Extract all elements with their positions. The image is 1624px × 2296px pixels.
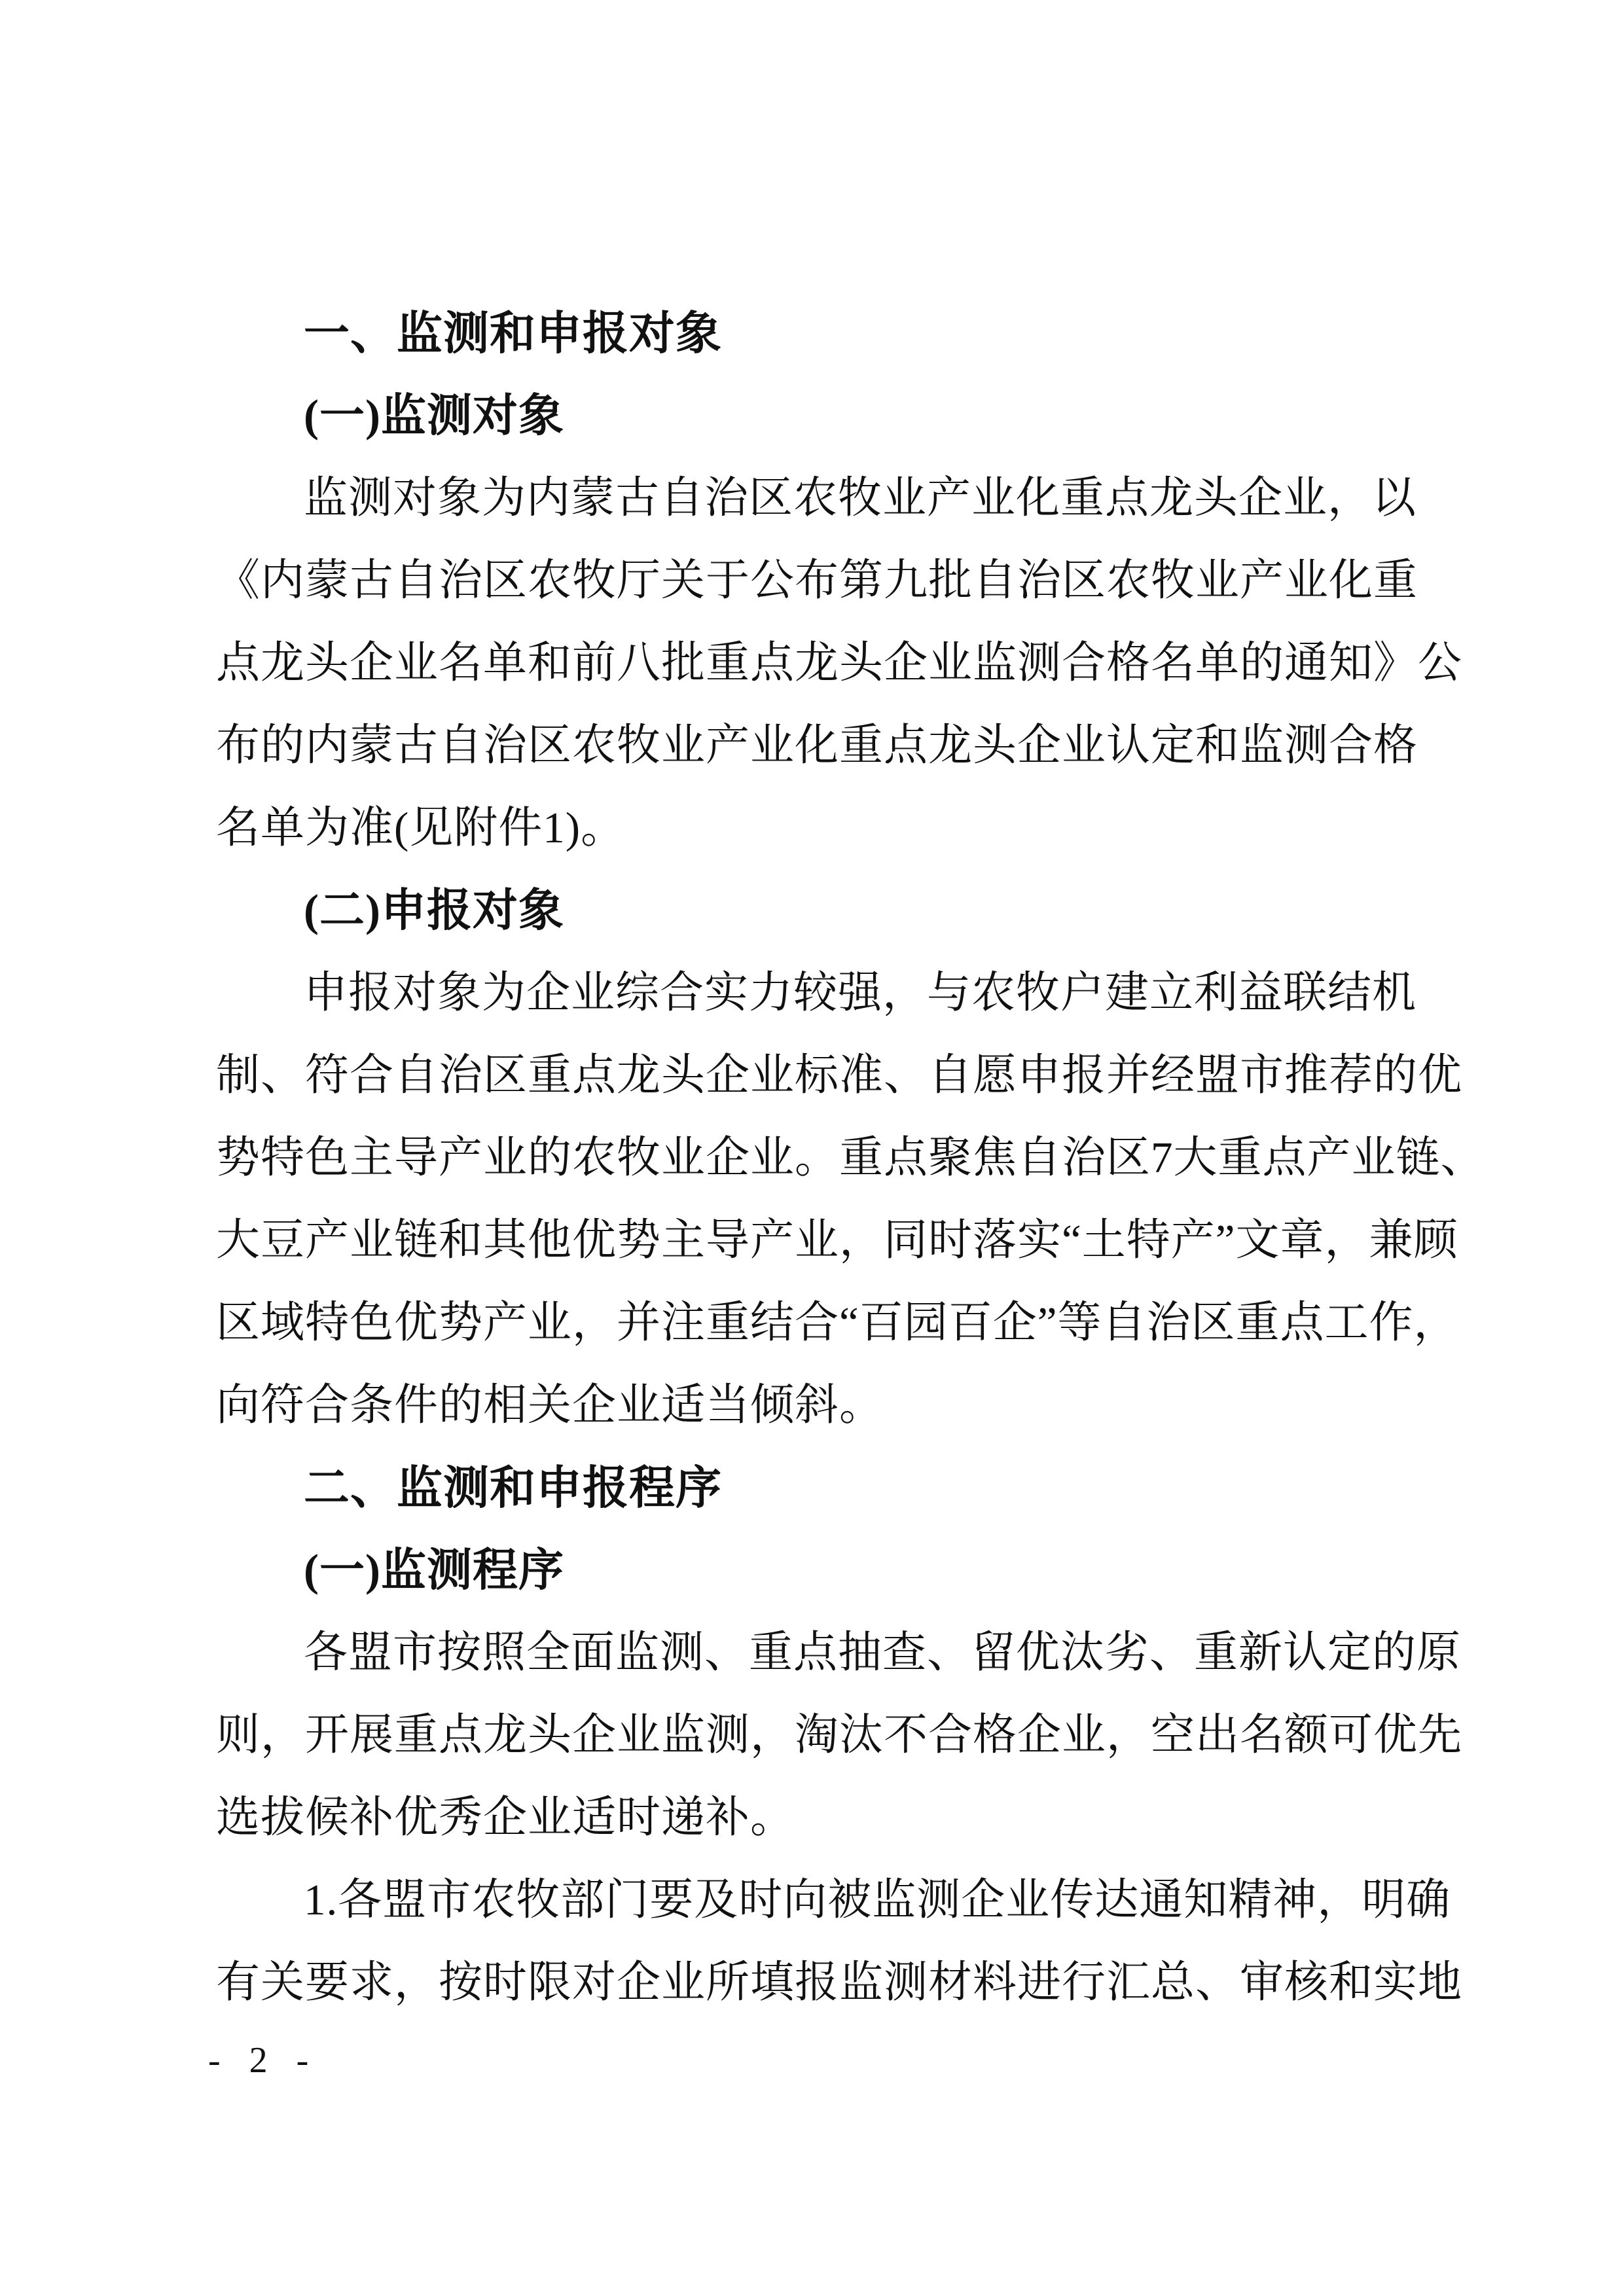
body-line: 向符合条件的相关企业适当倾斜。 bbox=[216, 1381, 884, 1429]
body-line: 监测对象为内蒙古自治区农牧业产业化重点龙头企业，以 bbox=[304, 474, 1416, 522]
body-line: 制、符合自治区重点龙头企业标准、自愿申报并经盟市推荐的优 bbox=[216, 1051, 1462, 1100]
body-line: 选拔候补优秀企业适时递补。 bbox=[216, 1793, 795, 1842]
body-line: 1.各盟市农牧部门要及时向被监测企业传达通知精神，明确 bbox=[304, 1876, 1451, 1924]
document-text-block bbox=[216, 292, 1519, 2024]
subsection-heading-1-2: (二)申报对象 bbox=[304, 886, 564, 935]
body-line: 有关要求，按时限对企业所填报监测材料进行汇总、审核和实地 bbox=[216, 1958, 1462, 2007]
subsection-heading-1-1: (一)监测对象 bbox=[304, 391, 564, 440]
section-heading-1: 一、监测和申报对象 bbox=[304, 308, 722, 359]
body-line: 势特色主导产业的农牧业企业。重点聚焦自治区7大重点产业链、 bbox=[216, 1134, 1485, 1182]
body-line: 则，开展重点龙头企业监测，淘汰不合格企业，空出名额可优先 bbox=[216, 1711, 1462, 1759]
subsection-heading-2-1: (一)监测程序 bbox=[304, 1545, 564, 1595]
section-heading-2: 二、监测和申报程序 bbox=[304, 1462, 722, 1513]
page-number: - 2 - bbox=[208, 2040, 309, 2081]
body-line: 区域特色优势产业，并注重结合“百园百企”等自治区重点工作， bbox=[216, 1299, 1458, 1347]
body-line: 《内蒙古自治区农牧厅关于公布第九批自治区农牧业产业化重 bbox=[216, 556, 1418, 605]
body-line: 各盟市按照全面监测、重点抽查、留优汰劣、重新认定的原 bbox=[304, 1628, 1461, 1677]
body-line: 申报对象为企业综合实力较强，与农牧户建立利益联结机 bbox=[304, 969, 1416, 1017]
body-line: 大豆产业链和其他优势主导产业，同时落实“土特产”文章，兼顾 bbox=[216, 1216, 1458, 1265]
body-line: 点龙头企业名单和前八批重点龙头企业监测合格名单的通知》公 bbox=[216, 639, 1462, 687]
body-line: 布的内蒙古自治区农牧业产业化重点龙头企业认定和监测合格 bbox=[216, 721, 1418, 770]
body-line: 名单为准(见附件1)。 bbox=[216, 804, 626, 852]
